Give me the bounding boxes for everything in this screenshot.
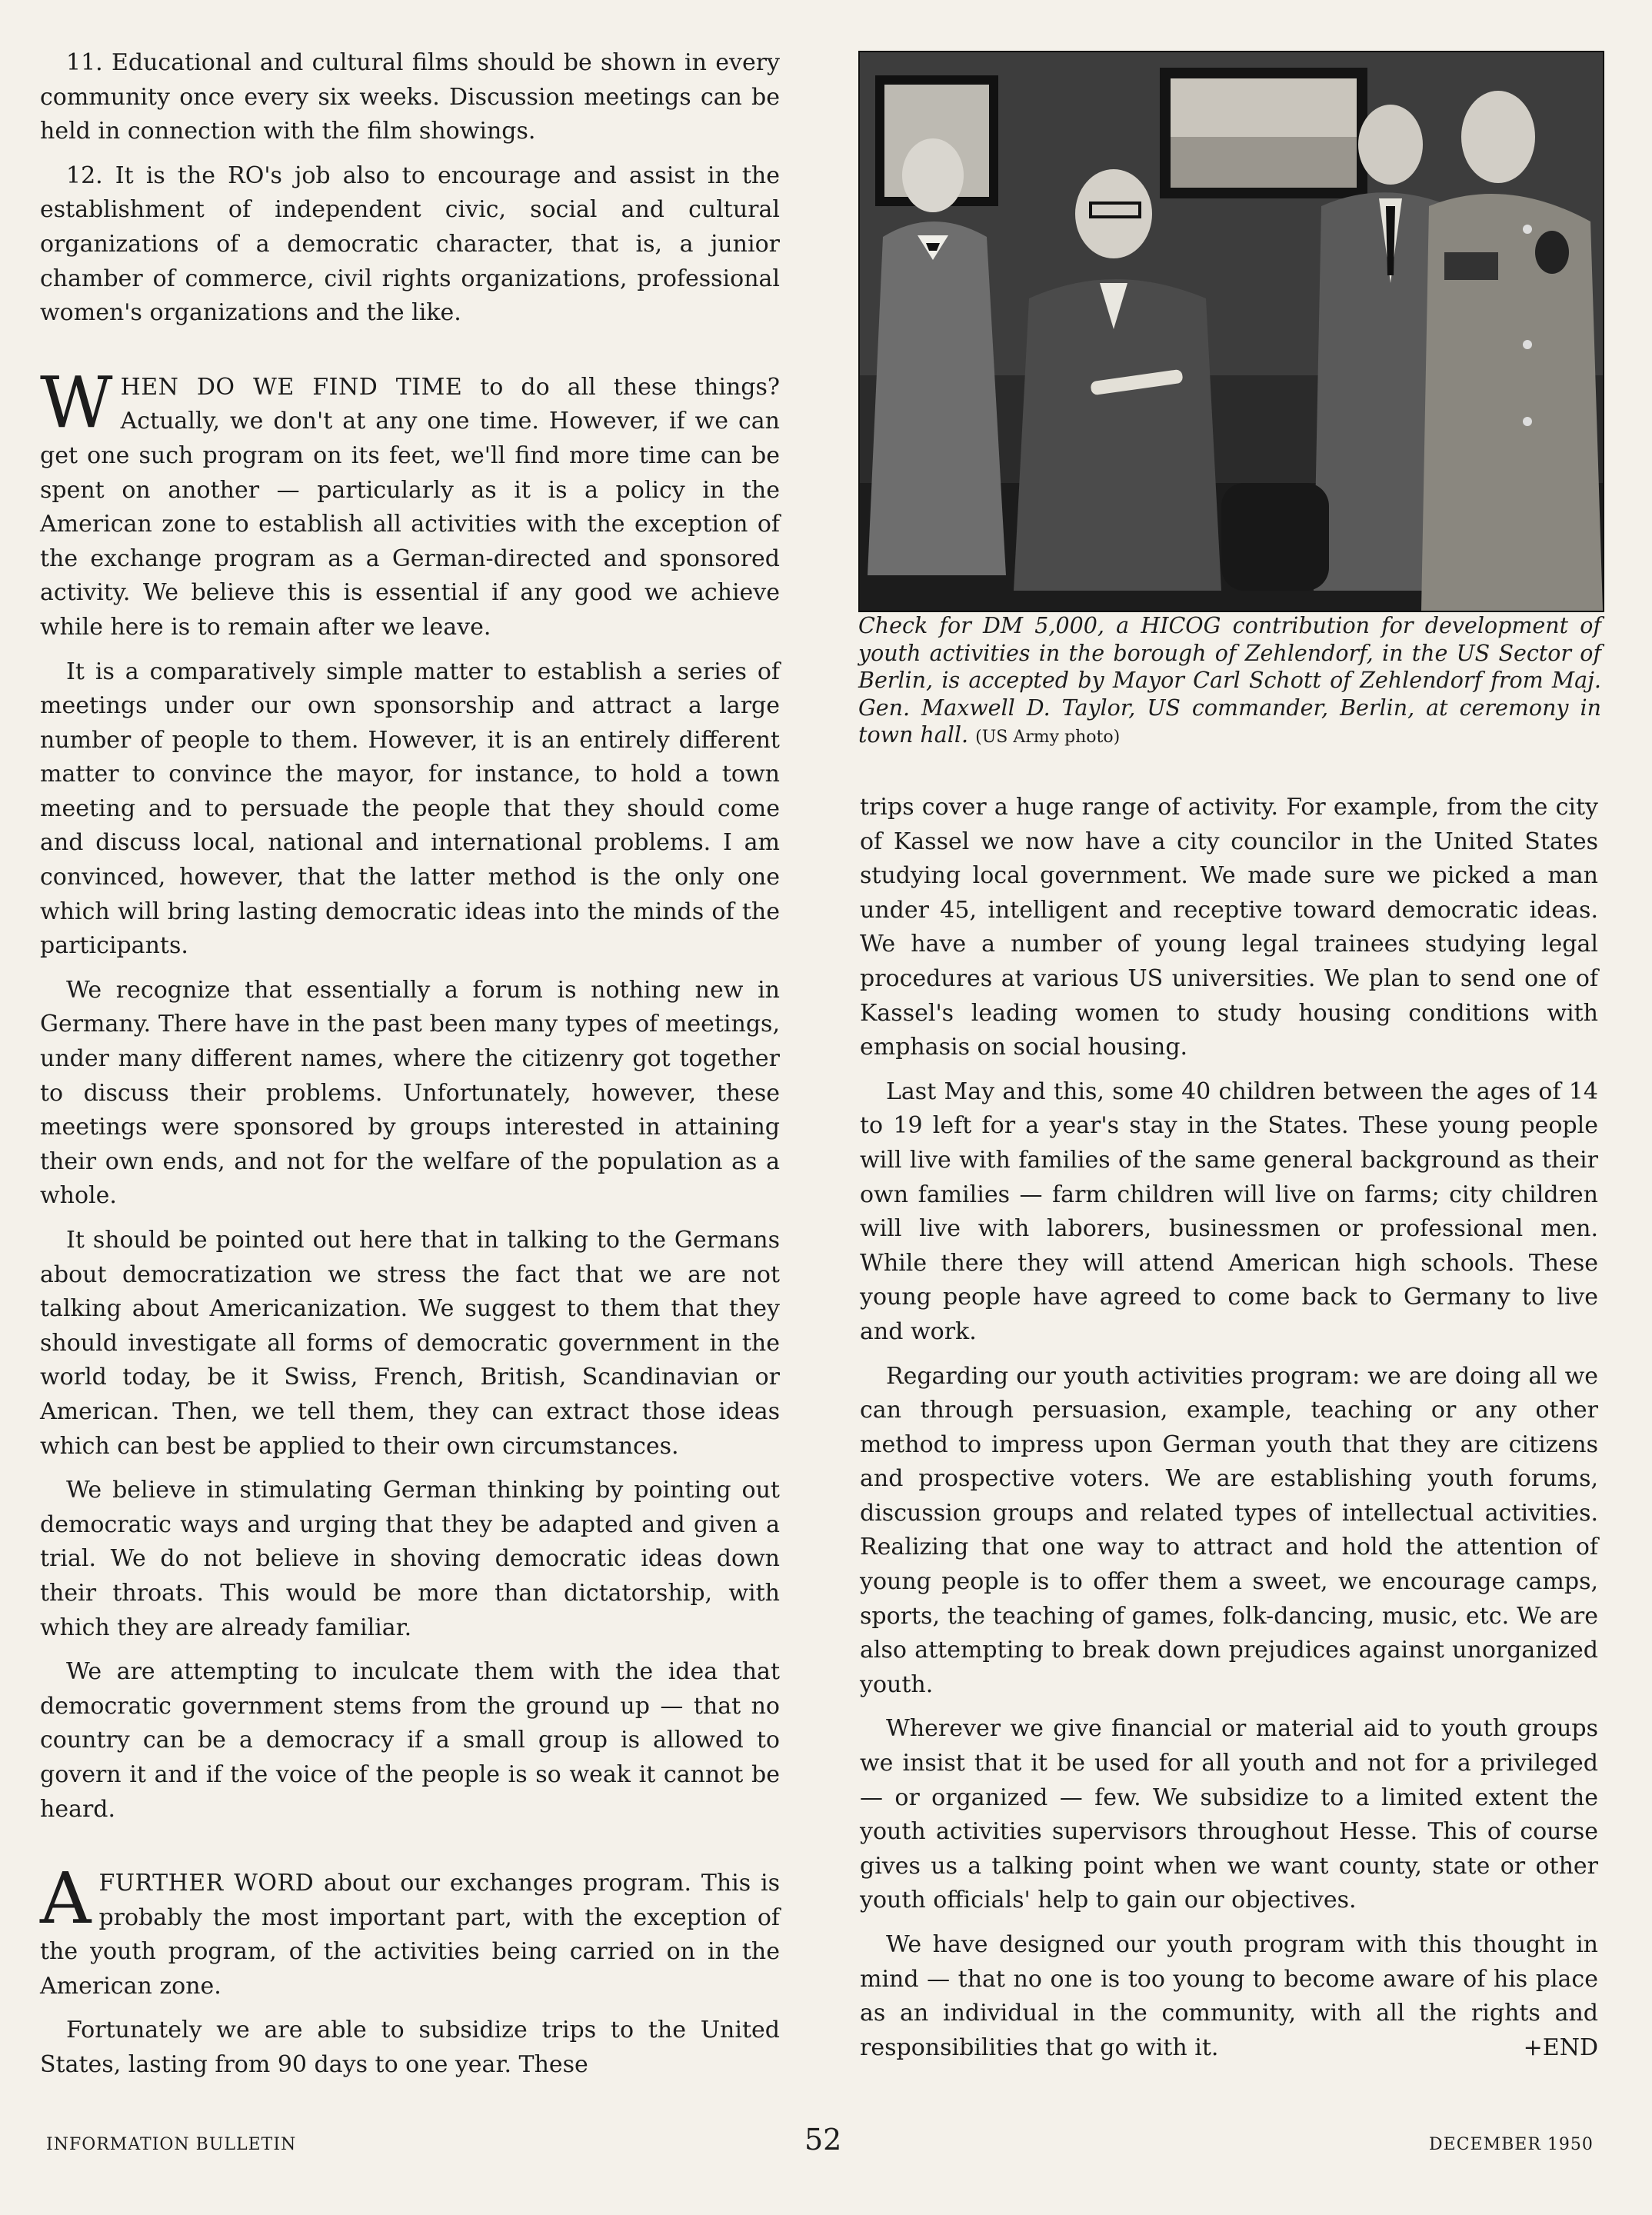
paragraph-children: Last May and this, some 40 children between the ages of 14 to 19 left for a year's stay in the States. These young people will live with families of the same general background as their own families — farm children will live on farms; city children will live with laborers, businessmen or professional men. While there they will attend American high schools. These young people have agreed to come back to Germany to live and work. <box>860 1078 1598 1345</box>
paragraph-stimulating: We believe in stimulating German thinking by pointing out democratic ways and urging that they be adapted and given a trial. We do not believe in shoving democratic ideas down their throats. This would be more than dictatorship, with which they are already familiar. <box>40 1477 780 1641</box>
dropcap-a: A <box>40 1857 92 1940</box>
section-when-do-we-find-time <box>40 361 780 645</box>
dropcap-w: W <box>40 361 113 444</box>
paragraph-democratization: It should be pointed out here that in talking to the Germans about democratization we stress the fact that we are not talking about Americanization. We suggest to them that they should investigate all forms of democratic government in the world today, be it Swiss, French, British, Scandinavian or American. Then, we tell them, they can extract those ideas which can best be applied to their own circumstances. <box>40 1227 780 1460</box>
section-further-word <box>40 1857 780 2003</box>
photo-caption <box>858 612 1601 751</box>
paragraph-subsidize-trips: Fortunately we are able to subsidize trips to the United States, lasting from 90 days to one year. These <box>40 2017 780 2079</box>
paragraph-inculcate: We are attempting to inculcate them with the idea that democratic government stems from the ground up — that no country can be a democracy if a small group is allowed to govern it and if the voice of the people is so weak it cannot be heard. <box>40 1658 780 1823</box>
section-lead: HEN DO WE FIND TIME <box>120 373 463 401</box>
right-column <box>860 791 1598 2075</box>
paragraph-youth-program <box>860 1928 1598 2065</box>
section-body: about our exchanges program. This is probably the most important part, with the exception of the youth program, of the activities being carried on in the American zone. <box>40 1870 780 2000</box>
paragraph-financial-aid: Wherever we give financial or material aid to youth groups we insist that it be used for all youth and not for a privileged — or organized — few. We subsidize to a limited extent the youth activities supervisors throughout Hesse. This of course gives us a talking point when we want county, state or other youth officials' help to gain our objectives. <box>860 1715 1598 1914</box>
end-mark: +END <box>1523 2033 1598 2061</box>
section-lead: FURTHER WORD <box>98 1870 315 1897</box>
section-body: to do all these things? Actually, we don't at any one time. However, if we can get one such program on its feet, we'll find more time can be spent on another — particularly as it is a policy in the American zone to establish all activities with the exception of the exchange program as a German-directed and sponsored activity. We believe this is essential if any good we achieve while here is to remain after we leave. <box>40 373 780 641</box>
paragraph-forum: We recognize that essentially a forum is nothing new in Germany. There have in the past been many types of meetings, under many different names, where the citizenry got together to discuss their problems. Unfortunately, however, these meetings were sponsored by groups interested in attaining their own ends, and not for the welfare of the population as a whole. <box>40 976 780 1210</box>
left-column <box>40 46 780 2093</box>
paragraph-12: 12. It is the RO's job also to encourage and assist in the establishment of independent civic, social and cultural organizations of a democratic character, that is, a junior chamber of commerce, civil rights organizations, professional women's organizations and the like. <box>40 162 780 327</box>
closing-text: We have designed our youth program with this thought in mind — that no one is too young to become aware of his place as an individual in the community, with all the rights and responsibilities that go with it. <box>860 1931 1598 2061</box>
caption-text: Check for DM 5,000, a HICOG contribution for development of youth activities in the borough of Zehlendorf, in the US Sector of Berlin, is accepted by Mayor Carl Schott of Zehlendorf from Maj. Gen. Maxwell D. Taylor, US commander, Berlin, at ceremony in town hall. <box>858 613 1601 748</box>
paragraph-trips: trips cover a huge range of activity. For example, from the city of Kassel we now have a city councilor in the United States studying local government. We made sure we picked a man under 45, intelligent and receptive toward democratic ideas. We have a number of young legal trainees studying legal procedures at various US universities. We plan to send one of Kassel's leading women to study housing conditions with emphasis on social housing. <box>860 794 1598 1061</box>
page-number: 52 <box>804 2123 842 2157</box>
paragraph-11: 11. Educational and cultural films should be shown in every community once every six weeks. Discussion meetings can be held in connection with the film showings. <box>40 49 780 145</box>
paragraph-youth-activities: Regarding our youth activities program: we are doing all we can through persuasion, example, teaching or any other method to impress upon German youth that they are citizens and prospective voters. We are establishing youth forums, discussion groups and related types of intellectual activities. Realizing that one way to attract and hold the attention of young people is to offer them a sweet, we encourage camps, sports, the teaching of games, folk-dancing, music, etc. We are also attempting to break down prejudices against unorganized youth. <box>860 1362 1598 1698</box>
photo-illustration <box>860 52 1603 611</box>
ceremony-photo <box>858 51 1604 612</box>
paragraph-comparatively-simple: It is a comparatively simple matter to establish a series of meetings under our own sponsorship and attract a large number of people to them. However, it is an entirely different matter to convince the mayor, for instance, to hold a town meeting and to persuade the people that they should come and discuss local, national and international problems. I am convinced, however, that the latter method is the only one which will bring lasting democratic ideas into the minds of the participants. <box>40 658 780 960</box>
photo-credit: (US Army photo) <box>975 728 1121 748</box>
footer-publication: INFORMATION BULLETIN <box>46 2135 297 2154</box>
footer-date: DECEMBER 1950 <box>1429 2135 1594 2154</box>
